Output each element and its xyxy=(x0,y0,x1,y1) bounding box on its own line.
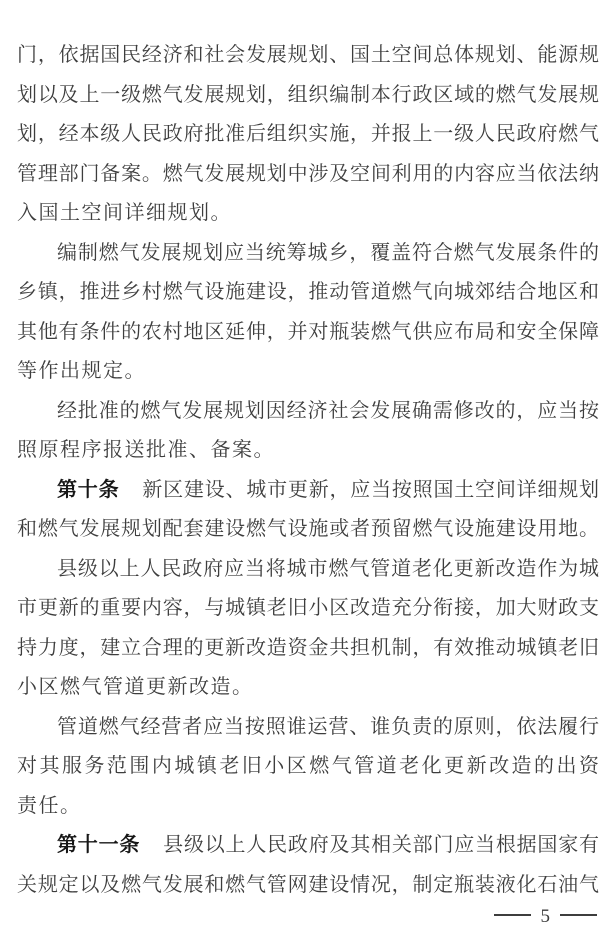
text-line: 门，依据国民经济和社会发展规划、国土空间总体规划、能源规 xyxy=(17,44,599,66)
page-number-value: 5 xyxy=(540,905,550,927)
text-line: 市更新的重要内容，与城镇老旧小区改造充分衔接，加大财政支 xyxy=(17,597,599,619)
text-line: 和燃气发展规划配套建设燃气设施或者预留燃气设施建设用地。 xyxy=(17,518,599,540)
text-line: 县级以上人民政府应当将城市燃气管道老化更新改造作为城 xyxy=(57,557,599,580)
text-line xyxy=(17,826,599,866)
text-line: 划以及上一级燃气发展规划，组织编制本行政区域的燃气发展规 xyxy=(17,83,599,106)
text-line: 其他有条件的农村地区延伸，并对瓶装燃气供应布局和安全保障 xyxy=(17,320,599,343)
page-number xyxy=(0,905,607,927)
text-line: 持力度，建立合理的更新改造资金共担机制，有效推动城镇老旧 xyxy=(17,636,599,659)
text-line: 入国土空间详细规划。 xyxy=(17,202,232,224)
text-line: 小区燃气管道更新改造。 xyxy=(17,676,254,698)
article-text: 新区建设、城市更新，应当按照国土空间详细规划 xyxy=(142,478,599,501)
text-line xyxy=(17,471,599,511)
text-line: 关规定以及燃气发展和燃气管网建设情况，制定瓶装液化石油气 xyxy=(17,873,599,896)
text-line: 编制燃气发展规划应当统筹城乡，覆盖符合燃气发展条件的 xyxy=(57,241,599,264)
text-line: 管理部门备案。燃气发展规划中涉及空间利用的内容应当依法纳 xyxy=(17,162,599,185)
page-number-dash-left xyxy=(494,914,531,916)
article-number-heading: 第十条 xyxy=(57,478,120,501)
text-line: 管道燃气经营者应当按照谁运营、谁负责的原则，依法履行 xyxy=(57,715,599,738)
page-number-dash-right xyxy=(560,914,597,916)
text-line: 照原程序报送批准、备案。 xyxy=(17,439,275,461)
text-line: 对其服务范围内城镇老旧小区燃气管道老化更新改造的出资 xyxy=(17,755,599,777)
text-line: 责任。 xyxy=(17,794,82,817)
text-line: 乡镇，推进乡村燃气设施建设，推动管道燃气向城郊结合地区和 xyxy=(17,281,599,303)
document-body xyxy=(17,36,599,905)
text-line: 经批准的燃气发展规划因经济社会发展确需修改的，应当按 xyxy=(57,399,599,422)
text-line: 等作出规定。 xyxy=(17,360,146,382)
article-number-heading: 第十一条 xyxy=(57,834,141,856)
text-line: 划，经本级人民政府批准后组织实施，并报上一级人民政府燃气 xyxy=(17,123,599,145)
article-text: 县级以上人民政府及其相关部门应当根据国家有 xyxy=(163,834,599,856)
